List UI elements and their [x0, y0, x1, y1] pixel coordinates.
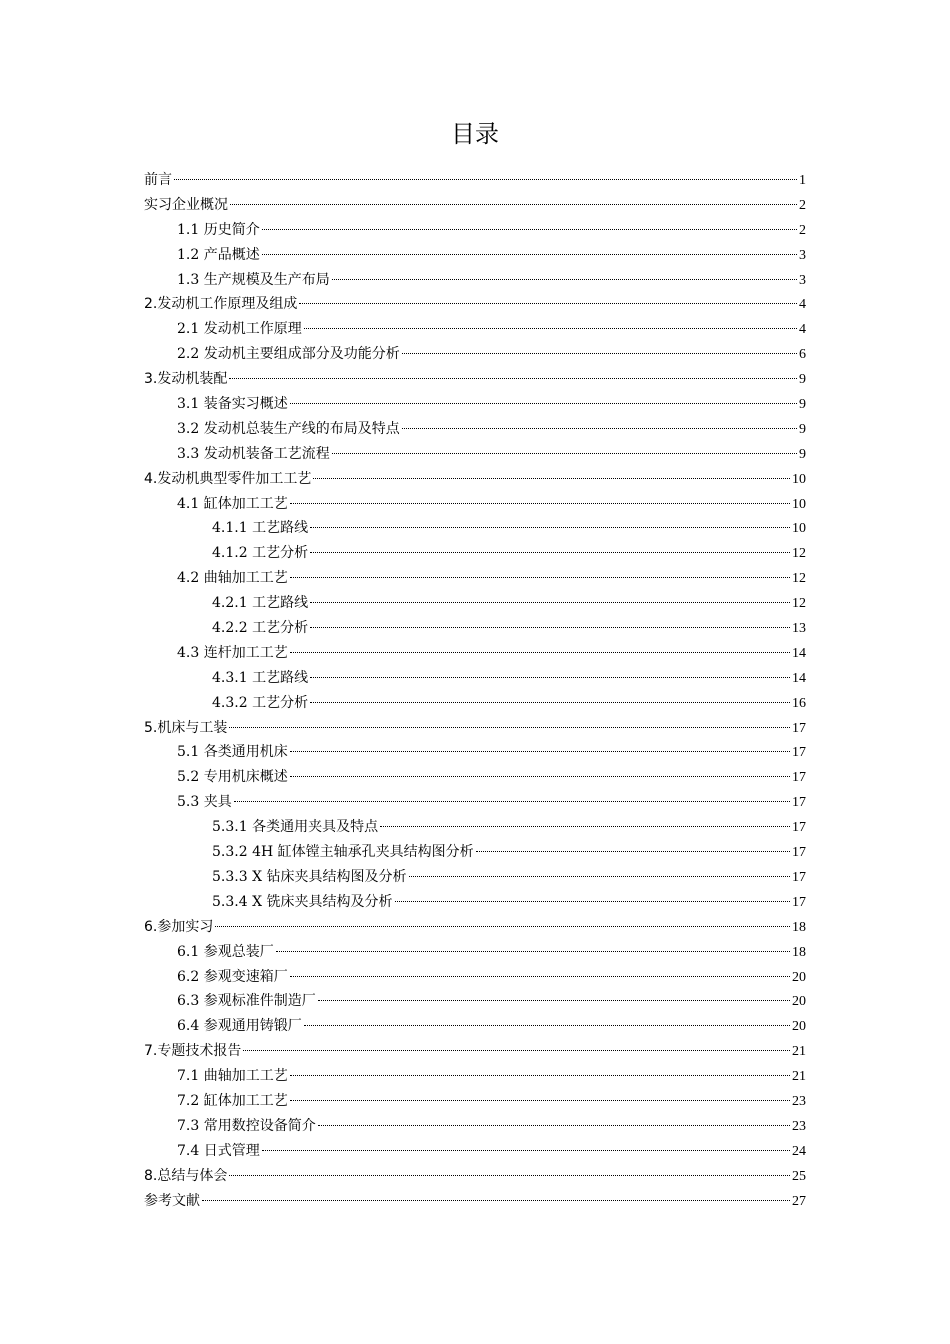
toc-entry-label: 7.3 常用数控设备简介	[177, 1117, 316, 1134]
dot-leader	[310, 552, 790, 553]
dot-leader	[380, 826, 790, 827]
toc-entry-label: 3.1 装备实习概述	[177, 396, 288, 413]
toc-entry[interactable]	[144, 740, 806, 765]
dot-leader	[290, 976, 790, 977]
toc-entry[interactable]	[144, 716, 806, 741]
toc-entry-page-number: 2	[799, 197, 806, 213]
toc-entry-page-number: 24	[792, 1143, 806, 1159]
dot-leader	[402, 353, 797, 354]
page-title: 目录	[451, 120, 499, 148]
toc-entry-label: 4.2.1 工艺路线	[212, 595, 309, 612]
toc-entry-label: 6.参加实习	[144, 918, 214, 935]
dot-leader	[310, 527, 790, 528]
toc-entry[interactable]	[144, 243, 806, 268]
toc-entry[interactable]	[144, 467, 806, 492]
toc-entry-label: 5.2 专用机床概述	[177, 769, 288, 786]
toc-entry[interactable]	[144, 940, 806, 965]
dot-leader	[304, 328, 797, 329]
toc-entry-page-number: 12	[792, 596, 806, 612]
toc-entry-label: 1.1 历史简介	[177, 221, 260, 238]
toc-entry[interactable]	[144, 890, 806, 915]
toc-entry-page-number: 3	[799, 247, 806, 263]
dot-leader	[262, 1150, 790, 1151]
toc-entry-label: 4.2 曲轴加工工艺	[177, 570, 288, 587]
toc-entry[interactable]	[144, 641, 806, 666]
toc-entry[interactable]	[144, 989, 806, 1014]
toc-entry[interactable]	[144, 965, 806, 990]
toc-entry-label: 5.3.4 X 铣床夹具结构及分析	[212, 893, 393, 910]
toc-entry-page-number: 14	[792, 670, 806, 686]
toc-entry-label: 5.3.2 4H 缸体镗主轴承孔夹具结构图分析	[212, 844, 474, 861]
toc-entry-page-number: 4	[799, 322, 806, 338]
dot-leader	[395, 901, 791, 902]
toc-entry-page-number: 17	[792, 770, 806, 786]
toc-entry-label: 4.2.2 工艺分析	[212, 620, 309, 637]
dot-leader	[310, 627, 790, 628]
toc-entry-page-number: 20	[792, 994, 806, 1010]
toc-entry[interactable]	[144, 392, 806, 417]
toc-entry[interactable]	[144, 1139, 806, 1164]
toc-entry-page-number: 20	[792, 969, 806, 985]
dot-leader	[230, 204, 797, 205]
toc-entry[interactable]	[144, 516, 806, 541]
dot-leader	[229, 378, 797, 379]
toc-entry-label: 2.2 发动机主要组成部分及功能分析	[177, 346, 400, 363]
toc-entry-page-number: 9	[799, 421, 806, 437]
dot-leader	[299, 303, 797, 304]
toc-entry-label: 实习企业概况	[144, 196, 228, 213]
toc-entry-label: 6.1 参观总装厂	[177, 943, 274, 960]
toc-entry-page-number: 12	[792, 571, 806, 587]
toc-entry-page-number: 17	[792, 820, 806, 836]
toc-entry-label: 前言	[144, 172, 172, 188]
toc-entry[interactable]	[144, 1089, 806, 1114]
toc-entry-page-number: 6	[799, 347, 806, 363]
toc-entry[interactable]	[144, 218, 806, 243]
toc-entry-label: 7.4 日式管理	[177, 1142, 260, 1159]
toc-entry-label: 7.1 曲轴加工工艺	[177, 1068, 288, 1085]
toc-entry[interactable]	[144, 1164, 806, 1189]
toc-entry-label: 5.1 各类通用机床	[177, 744, 288, 761]
dot-leader	[243, 1050, 790, 1051]
toc-entry-label: 5.3.1 各类通用夹具及特点	[212, 819, 379, 836]
toc-entry-label: 3.3 发动机装备工艺流程	[177, 445, 330, 462]
dot-leader	[215, 926, 790, 927]
dot-leader	[262, 229, 797, 230]
toc-entry[interactable]	[144, 865, 806, 890]
toc-entry-page-number: 17	[792, 845, 806, 861]
toc-entry-page-number: 14	[792, 645, 806, 661]
toc-entry[interactable]	[144, 367, 806, 392]
toc-entry-page-number: 18	[792, 919, 806, 935]
toc-entry-label: 5.3 夹具	[177, 794, 232, 811]
toc-entry[interactable]	[144, 268, 806, 293]
toc-entry[interactable]	[144, 691, 806, 716]
dot-leader	[290, 1075, 790, 1076]
toc-entry[interactable]	[144, 193, 806, 218]
toc-entry-label: 4.3.2 工艺分析	[212, 694, 309, 711]
toc-entry[interactable]	[144, 292, 806, 317]
dot-leader	[174, 179, 797, 180]
dot-leader	[318, 1125, 790, 1126]
dot-leader	[276, 951, 790, 952]
toc-entry-page-number: 3	[799, 272, 806, 288]
toc-entry-page-number: 20	[792, 1019, 806, 1035]
toc-entry-page-number: 10	[792, 521, 806, 537]
toc-entry-page-number: 4	[799, 297, 806, 313]
toc-entry-page-number: 23	[792, 1093, 806, 1109]
dot-leader	[202, 1200, 790, 1201]
toc-entry-label: 4.1.1 工艺路线	[212, 520, 309, 537]
dot-leader	[318, 1000, 790, 1001]
dot-leader	[313, 478, 790, 479]
toc-entry-label: 参考文献	[144, 1192, 200, 1209]
toc-entry[interactable]	[144, 1064, 806, 1089]
toc-entry-page-number: 25	[792, 1168, 806, 1184]
dot-leader	[310, 677, 790, 678]
dot-leader	[476, 851, 790, 852]
toc-entry-label: 2.1 发动机工作原理	[177, 321, 302, 338]
toc-entry-page-number: 23	[792, 1118, 806, 1134]
toc-entry-page-number: 9	[799, 372, 806, 388]
toc-entry-label: 4.1.2 工艺分析	[212, 545, 309, 562]
toc-entry-page-number: 18	[792, 944, 806, 960]
toc-entry[interactable]	[144, 840, 806, 865]
dot-leader	[229, 727, 790, 728]
toc-entry-label: 7.2 缸体加工工艺	[177, 1092, 288, 1109]
toc-entry-label: 1.2 产品概述	[177, 246, 260, 263]
toc-entry-label: 4.3.1 工艺路线	[212, 669, 309, 686]
toc-entry[interactable]	[144, 417, 806, 442]
toc-entry[interactable]	[144, 1114, 806, 1139]
toc-entry-page-number: 13	[792, 621, 806, 637]
toc-entry-page-number: 10	[792, 496, 806, 512]
dot-leader	[332, 453, 797, 454]
toc-entry-page-number: 12	[792, 546, 806, 562]
dot-leader	[262, 254, 797, 255]
toc-entry-page-number: 1	[799, 173, 806, 188]
toc-entry-page-number: 9	[799, 397, 806, 413]
toc-entry-page-number: 27	[792, 1193, 806, 1209]
toc-entry-page-number: 17	[792, 795, 806, 811]
toc-entry-label: 2.发动机工作原理及组成	[144, 296, 298, 313]
toc-entry-page-number: 21	[792, 1069, 806, 1085]
toc-entry[interactable]	[144, 915, 806, 940]
toc-entry-label: 6.2 参观变速箱厂	[177, 968, 288, 985]
toc-entry-page-number: 17	[792, 745, 806, 761]
toc-entry-label: 1.3 生产规模及生产布局	[177, 271, 330, 288]
table-of-contents	[144, 168, 806, 1213]
toc-entry-label: 3.2 发动机总装生产线的布局及特点	[177, 420, 400, 437]
toc-entry[interactable]	[144, 541, 806, 566]
dot-leader	[304, 1025, 790, 1026]
toc-entry-page-number: 17	[792, 869, 806, 885]
dot-leader	[290, 503, 790, 504]
toc-entry[interactable]	[144, 317, 806, 342]
toc-entry[interactable]	[144, 168, 806, 193]
toc-entry-page-number: 17	[792, 894, 806, 910]
dot-leader	[310, 602, 790, 603]
toc-entry-label: 4.1 缸体加工工艺	[177, 495, 288, 512]
toc-entry-label: 5.机床与工装	[144, 719, 228, 736]
toc-entry[interactable]	[144, 666, 806, 691]
toc-entry[interactable]	[144, 566, 806, 591]
dot-leader	[290, 1100, 790, 1101]
dot-leader	[332, 279, 797, 280]
toc-entry[interactable]	[144, 591, 806, 616]
dot-leader	[310, 702, 790, 703]
toc-entry-page-number: 9	[799, 446, 806, 462]
toc-entry-label: 4.发动机典型零件加工工艺	[144, 470, 312, 487]
toc-entry-label: 7.专题技术报告	[144, 1043, 242, 1060]
dot-leader	[229, 1175, 790, 1176]
toc-entry[interactable]	[144, 492, 806, 517]
toc-entry-label: 6.4 参观通用铸锻厂	[177, 1018, 302, 1035]
toc-entry[interactable]	[144, 1014, 806, 1039]
toc-entry[interactable]	[144, 442, 806, 467]
toc-entry-page-number: 17	[792, 720, 806, 736]
toc-entry[interactable]	[144, 1189, 806, 1214]
dot-leader	[290, 751, 790, 752]
toc-entry-label: 8.总结与体会	[144, 1167, 228, 1184]
toc-entry[interactable]	[144, 342, 806, 367]
toc-entry-label: 5.3.3 X 钻床夹具结构图及分析	[212, 868, 407, 885]
toc-entry-label: 3.发动机装配	[144, 371, 228, 388]
toc-entry-label: 4.3 连杆加工工艺	[177, 644, 288, 661]
toc-entry-page-number: 10	[792, 471, 806, 487]
dot-leader	[402, 428, 797, 429]
toc-entry-page-number: 16	[792, 695, 806, 711]
dot-leader	[290, 652, 790, 653]
toc-entry-page-number: 2	[799, 222, 806, 238]
toc-entry[interactable]	[144, 815, 806, 840]
toc-entry[interactable]	[144, 1039, 806, 1064]
toc-entry[interactable]	[144, 765, 806, 790]
dot-leader	[409, 876, 791, 877]
dot-leader	[234, 801, 790, 802]
toc-entry-label: 6.3 参观标准件制造厂	[177, 993, 316, 1010]
dot-leader	[290, 577, 790, 578]
toc-entry-page-number: 21	[792, 1044, 806, 1060]
dot-leader	[290, 776, 790, 777]
toc-entry[interactable]	[144, 616, 806, 641]
toc-entry[interactable]	[144, 790, 806, 815]
dot-leader	[290, 403, 797, 404]
